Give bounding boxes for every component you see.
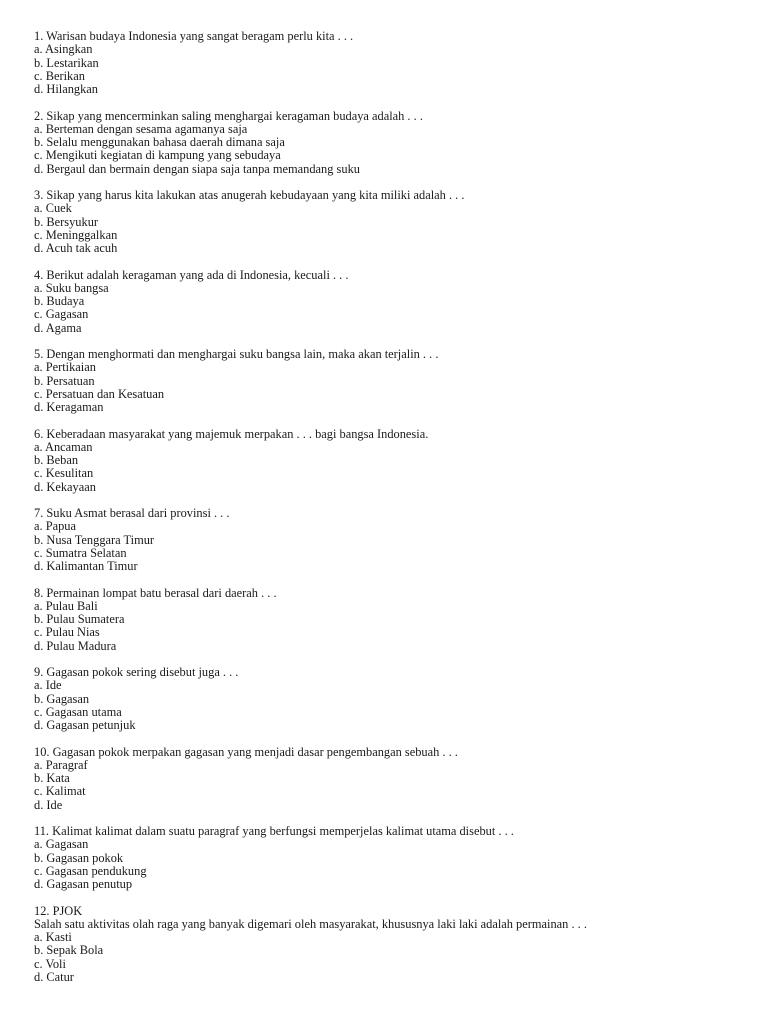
question-block [34,348,748,414]
question-block [34,905,748,985]
answer-option: d. Gagasan penutup [34,877,133,891]
question-text: Salah satu aktivitas olah raga yang banyak digemari oleh masyarakat, khususnya laki laki adalah permainan . . . [34,916,587,931]
answer-option: a. Berteman dengan sesama agamanya saja [34,121,248,136]
answer-option: d. Kekayaan [34,479,96,494]
answer-option: b. Bersyukur [34,214,99,229]
answer-option: d. Acuh tak acuh [34,241,118,255]
question-text: 7. Suku Asmat berasal dari provinsi . . . [34,506,230,520]
answer-option: d. Catur [34,969,74,984]
answer-option: d. Gagasan petunjuk [34,718,136,732]
question-block [34,666,748,732]
question-text: 11. Kalimat kalimat dalam suatu paragraf yang berfungsi memperjelas kalimat utama disebut . . . [34,824,514,838]
answer-option: a. Ide [34,678,62,693]
answer-option: a. Cuek [34,201,72,216]
question-text: 10. Gagasan pokok merpakan gagasan yang menjadi dasar pengembangan sebuah . . . [34,744,458,759]
answer-option: c. Kesulitan [34,466,94,481]
answer-option: c. Gagasan [34,307,89,322]
question-text: 12. PJOK [34,903,83,918]
answer-option: a. Papua [34,519,76,534]
question-text: 5. Dengan menghormati dan menghargai suku bangsa lain, maka akan terjalin . . . [34,347,439,361]
question-text: 8. Permainan lompat batu berasal dari daerah . . . [34,585,277,600]
answer-option: a. Kasti [34,930,72,944]
answer-option: d. Keragaman [34,400,104,414]
answer-option: a. Asingkan [34,42,93,57]
answer-option: b. Sepak Bola [34,943,104,958]
answer-option: c. Sumatra Selatan [34,545,127,560]
answer-option: c. Persatuan dan Kesatuan [34,386,165,401]
answer-option: c. Mengikuti kegiatan di kampung yang sebudaya [34,148,281,163]
answer-option: b. Beban [34,453,79,467]
answer-option: d. Pulau Madura [34,638,117,653]
answer-option: a. Paragraf [34,757,88,772]
answer-option: c. Voli [34,956,66,971]
question-block [34,110,748,176]
question-document [34,30,748,997]
answer-option: c. Berikan [34,68,85,83]
answer-option: b. Selalu menggunakan bahasa daerah dimana saja [34,135,285,149]
question-block [34,507,748,573]
answer-option: b. Kata [34,771,70,785]
answer-option: b. Gagasan pokok [34,850,124,865]
answer-option: c. Gagasan utama [34,704,122,719]
answer-option: b. Lestarikan [34,55,99,70]
answer-option: b. Pulau Sumatera [34,612,125,626]
answer-option: a. Pertikaian [34,360,96,375]
question-block [34,269,748,335]
answer-option: c. Pulau Nias [34,625,100,640]
answer-option: d. Kalimantan Timur [34,559,138,573]
question-block [34,587,748,653]
answer-option: a. Ancaman [34,439,93,454]
question-text: 9. Gagasan pokok sering disebut juga . . . [34,665,239,679]
question-block [34,428,748,494]
answer-option: d. Agama [34,320,82,335]
answer-option: d. Hilangkan [34,82,99,96]
answer-option: d. Ide [34,797,63,812]
question-text: 3. Sikap yang harus kita lakukan atas anugerah kebudayaan yang kita miliki adalah . . . [34,188,465,202]
question-text: 4. Berikut adalah keragaman yang ada di Indonesia, kecuali . . . [34,267,349,282]
answer-option: b. Persatuan [34,373,95,388]
answer-option: c. Meninggalkan [34,227,118,242]
answer-option: b. Gagasan [34,691,90,706]
question-block [34,189,748,255]
answer-option: c. Kalimat [34,784,86,799]
question-text: 2. Sikap yang mencerminkan saling menghargai keragaman budaya adalah . . . [34,108,423,123]
answer-option: a. Pulau Bali [34,598,98,613]
answer-option: b. Budaya [34,294,85,308]
question-block [34,30,748,96]
question-block [34,825,748,891]
answer-option: a. Gagasan [34,837,89,852]
question-text: 1. Warisan budaya Indonesia yang sangat beragam perlu kita . . . [34,29,354,43]
question-text: 6. Keberadaan masyarakat yang majemuk merpakan . . . bagi bangsa Indonesia. [34,426,429,441]
answer-option: d. Bergaul dan bermain dengan siapa saja tanpa memandang suku [34,161,360,176]
answer-option: a. Suku bangsa [34,280,109,295]
answer-option: c. Gagasan pendukung [34,863,147,878]
answer-option: b. Nusa Tenggara Timur [34,532,155,547]
question-block [34,746,748,812]
